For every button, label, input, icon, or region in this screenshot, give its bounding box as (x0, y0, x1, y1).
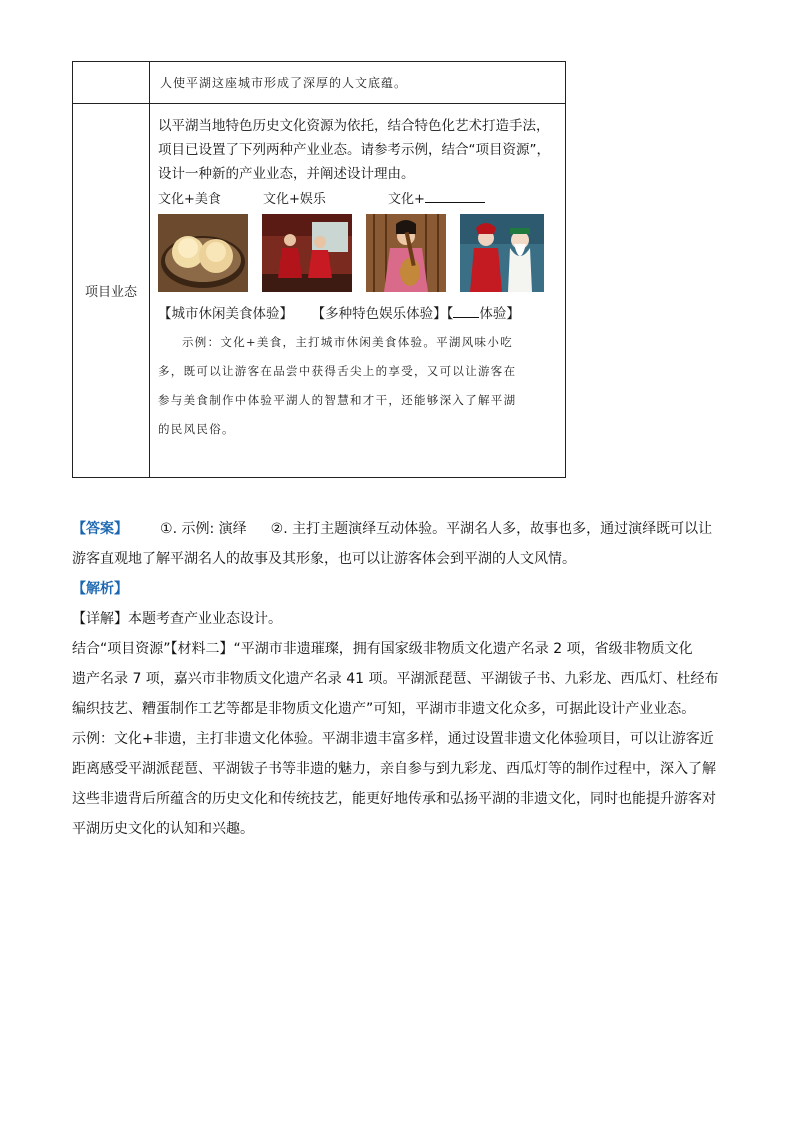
row1-content: 人使平湖这座城市形成了深厚的人文底蕴。 (150, 62, 566, 104)
detail-tag: 【详解】 (72, 611, 128, 627)
combo-entertainment: 文化+娱乐 (263, 192, 326, 207)
answer-part1-text: . 示例: 演绎 (172, 521, 247, 537)
format-combos (158, 188, 555, 212)
row-label-project-format: 项目业态 (73, 104, 150, 478)
analysis-line: 距离感受平湖派琵琶、平湖钹子书等非遗的魅力，亲自参与到九彩龙、西瓜灯等的制作过程中，深入了解 (72, 761, 716, 777)
answer-line-1 (72, 514, 724, 544)
format-brackets (158, 304, 555, 324)
example-line: 的民风民俗。 (158, 422, 235, 436)
example-line: 示例：文化+美食，主打城市休闲美食体验。平湖风味小吃 (182, 335, 513, 349)
analysis-line: 示例：文化+非遗，主打非遗文化体验。平湖非遗丰富多样，通过设置非遗文化体验项目，可以让游客近 (72, 731, 714, 747)
bracket-blank-open: 【 (446, 306, 454, 322)
combo-blank-prefix: 文化+ (388, 192, 425, 207)
row-label-empty (73, 62, 150, 104)
row2-content (150, 104, 566, 478)
opera-performers-photo (460, 214, 544, 292)
stage-performance-photo (262, 214, 352, 292)
answer-tag: 【答案】 (72, 521, 128, 537)
bracket-blank-line (453, 304, 479, 318)
answer-part1-number: ① (160, 521, 173, 537)
example-text (158, 328, 555, 444)
analysis-line: 平湖历史文化的认知和兴趣。 (72, 821, 254, 837)
analysis-line: 遗产名录 7 项，嘉兴市非物质文化遗产名录 41 项。平湖派琵琶、平湖钹子书、九彩龙、西瓜灯、杜经布 (72, 671, 719, 687)
analysis-tag: 【解析】 (72, 581, 128, 597)
project-table (72, 61, 566, 478)
photo-strip (158, 214, 555, 294)
answer-analysis-section (72, 514, 724, 844)
answer-part2-text: . 主打主题演绎互动体验。平湖名人多，故事也多，通过演绎既可以让 (283, 521, 713, 537)
bracket-entertainment-experience: 【多种特色娱乐体验】 (311, 306, 447, 322)
bracket-blank-close: 体验】 (479, 306, 520, 322)
answer-line-2: 游客直观地了解平湖名人的故事及其形象，也可以让游客体会到平湖的人文风情。 (72, 551, 576, 567)
example-line: 参与美食制作中体验平湖人的智慧和才干，还能够深入了解平湖 (158, 393, 517, 407)
detail-text: 本题考查产业业态设计。 (128, 611, 282, 627)
steamed-buns-photo (158, 214, 248, 292)
analysis-line: 编织技艺、糟蛋制作工艺等都是非物质文化遗产”可知，平湖市非遗文化众多，可据此设计产业业态。 (72, 701, 696, 717)
analysis-heading (72, 574, 724, 604)
combo-blank-line (425, 188, 485, 203)
table-row (73, 104, 566, 478)
example-line: 多，既可以让游客在品尝中获得舌尖上的享受，又可以让游客在 (158, 364, 517, 378)
combo-food: 文化+美食 (158, 192, 221, 207)
task-description: 以平湖当地特色历史文化资源为依托，结合特色化艺术打造手法，项目已设置了下列两种产业业态。请参考示例，结合“项目资源”，设计一种新的产业业态，并阐述设计理由。 (158, 118, 550, 182)
table-row (73, 62, 566, 104)
answer-part2-number: ② (270, 521, 284, 537)
detail-line (72, 604, 724, 634)
analysis-line: 结合“项目资源”【材料二】“平湖市非遗璀璨，拥有国家级非物质文化遗产名录 2 项，省级非物质文化 (72, 641, 693, 657)
analysis-line: 这些非遗背后所蕴含的历史文化和传统技艺，能更好地传承和弘扬平湖的非遗文化，同时也能提升游客对 (72, 791, 716, 807)
pipa-player-photo (366, 214, 446, 292)
bracket-food-experience: 【城市休闲美食体验】 (158, 306, 293, 322)
